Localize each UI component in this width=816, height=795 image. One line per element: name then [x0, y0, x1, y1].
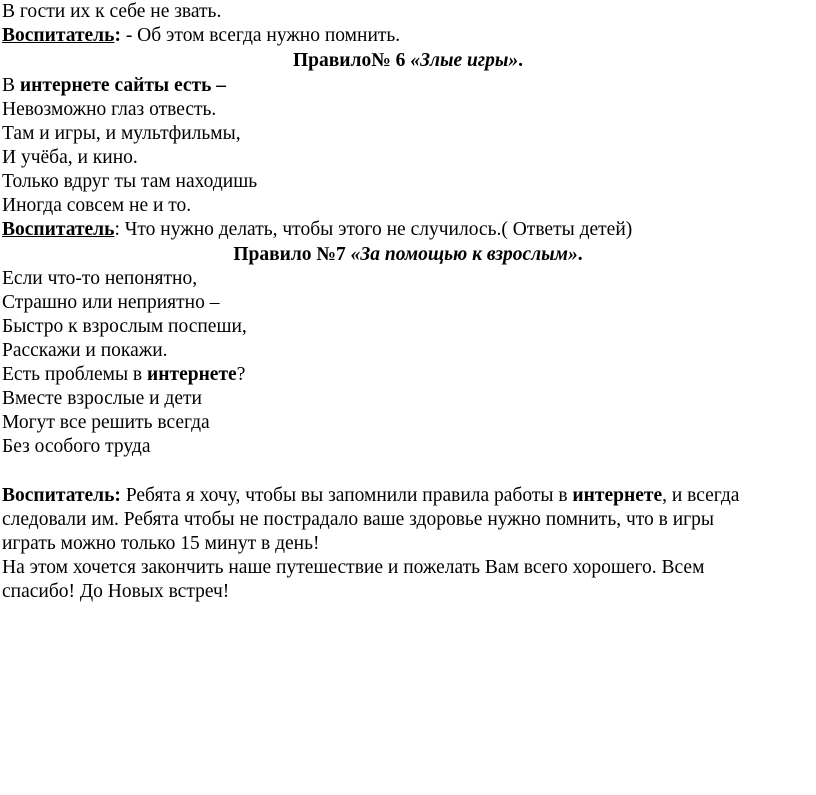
- text-line: [2, 315, 247, 339]
- text-span: Расскажи и покажи.: [2, 340, 168, 361]
- text-span: Невозможно глаз отвесть.: [2, 99, 217, 120]
- text-span: Без особого труда: [2, 436, 151, 457]
- text-line: [2, 363, 245, 387]
- text-span: В гости их к себе не звать.: [2, 1, 222, 22]
- text-span: Иногда совсем не и то.: [2, 195, 192, 216]
- text-line: [2, 0, 221, 24]
- text-span: Если что-то непонятно,: [2, 268, 198, 289]
- text-span: спасибо! До Новых встреч!: [2, 581, 230, 602]
- text-span: Быстро к взрослым поспеши,: [2, 316, 247, 337]
- text-line: [2, 339, 168, 363]
- text-line: [2, 122, 241, 146]
- text-span: Страшно или неприятно –: [2, 292, 220, 313]
- speaker-label: Воспитатель: [2, 25, 115, 46]
- text-span: Только вдруг ты там находишь: [2, 171, 258, 192]
- rule-end: .: [518, 50, 523, 71]
- text-line: [2, 291, 219, 315]
- text-line: [2, 435, 150, 459]
- text-span: Там и игры, и мультфильмы,: [2, 123, 241, 144]
- text-span: Могут все решить всегда: [2, 412, 210, 433]
- text-line: [2, 387, 202, 411]
- text-line: [2, 411, 210, 435]
- text-span: следовали им. Ребята чтобы не пострадало ваше здоровье нужно помнить, что в игры: [2, 509, 715, 530]
- text-span: Ребята я хочу, чтобы вы запомнили правила работы в: [120, 485, 573, 506]
- text-line: [2, 532, 319, 556]
- text-span: На этом хочется закончить наше путешествие и пожелать Вам всего хорошего. Всем: [2, 557, 705, 578]
- text-line: [2, 170, 257, 194]
- text-line: [2, 194, 191, 218]
- text-line: [2, 24, 400, 48]
- text-span: И учёба, и кино.: [2, 147, 138, 168]
- text-line: [2, 218, 632, 242]
- text-line: [2, 74, 226, 98]
- rule-7-heading: [0, 243, 816, 267]
- colon: :: [114, 25, 121, 46]
- rule-number: Правило№ 6: [292, 50, 411, 71]
- text-span: - Об этом всегда нужно помнить.: [120, 25, 401, 46]
- speaker-label: Воспитатель:: [2, 485, 121, 506]
- text-line: [2, 556, 704, 580]
- text-span: : Что нужно делать, чтобы этого не случилось.( Ответы детей): [114, 219, 633, 240]
- bold-text: интернете сайты есть –: [19, 75, 227, 96]
- text-line: [2, 98, 216, 122]
- text-span: Есть проблемы в: [2, 364, 148, 385]
- text-line: [2, 146, 138, 170]
- rule-number: Правило №7: [233, 244, 351, 265]
- text-span: ?: [236, 364, 246, 385]
- text-line: [2, 484, 739, 508]
- text-line: [2, 267, 197, 291]
- rule-title: «За помощью к взрослым»: [350, 244, 578, 265]
- text-span: играть можно только 15 минут в день!: [2, 533, 320, 554]
- text-span: Вместе взрослые и дети: [2, 388, 202, 409]
- text-line: [2, 580, 229, 604]
- rule-end: .: [577, 244, 583, 265]
- rule-title: «Злые игры»: [410, 50, 519, 71]
- bold-text: интернете: [147, 364, 237, 385]
- text-line: [2, 508, 714, 532]
- speaker-label: Воспитатель: [2, 219, 115, 240]
- text-span: , и всегда: [662, 485, 740, 506]
- rule-6-heading: [0, 49, 816, 73]
- bold-text: интернете: [572, 485, 663, 506]
- text-span: В: [2, 75, 20, 96]
